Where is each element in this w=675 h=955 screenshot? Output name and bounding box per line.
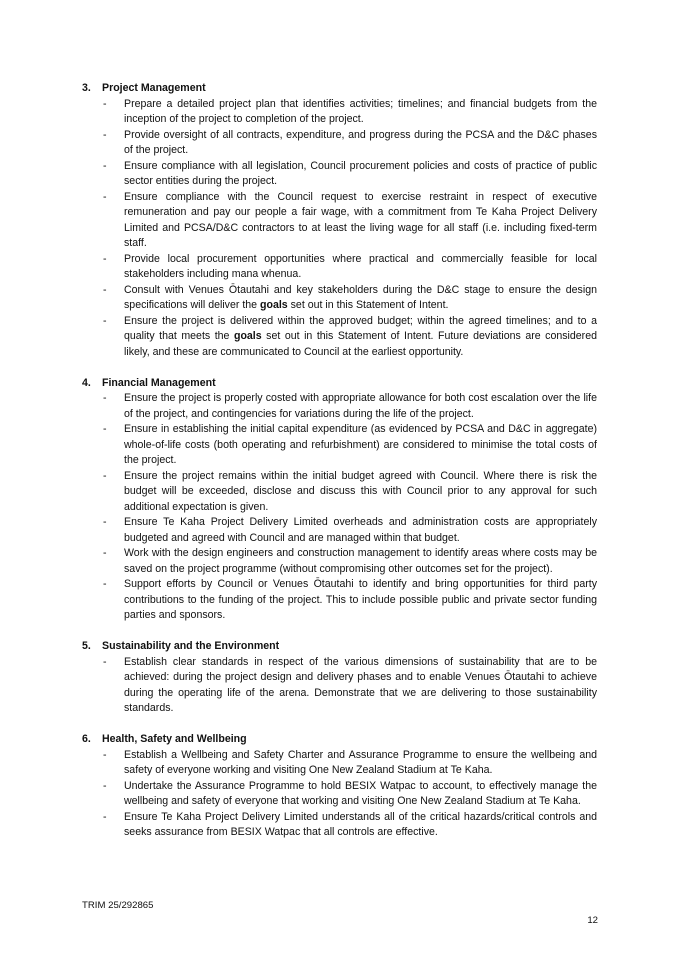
- bullet-text: [124, 252, 597, 283]
- bullet-dash: -: [103, 423, 107, 435]
- section-title: Project Management: [102, 82, 206, 94]
- bullet-dash: -: [103, 283, 107, 296]
- bullet-dash: -: [103, 159, 107, 172]
- list-item: [82, 515, 597, 546]
- bullet-dash: -: [103, 128, 107, 141]
- list-item: [82, 469, 597, 516]
- bullet-text: [124, 779, 597, 810]
- bullet-text: [124, 748, 597, 779]
- bullet-text: [124, 159, 597, 190]
- bullet-text: [124, 422, 597, 469]
- list-item: [82, 810, 597, 841]
- list-item: [82, 159, 597, 190]
- section: [82, 639, 597, 717]
- text-run: Consult with Venues Ōtautahi and key stakeholders during the D&C stage to ensure the design specifications will deliver the: [124, 283, 597, 311]
- bullet-list: [82, 748, 597, 841]
- list-item: [82, 283, 597, 314]
- bullet-text: [124, 469, 597, 516]
- text-run: set out in this Statement of Intent. Future deviations are considered likely, and these are communicated to Council at the earliest opportunity.: [124, 330, 597, 358]
- text-run: Prepare a detailed project plan that identifies activities; timelines; and financial budgets from the inception of the project to completion of the project.: [124, 97, 597, 125]
- document-body: [82, 81, 597, 856]
- text-run: Ensure Te Kaha Project Delivery Limited overheads and administration costs are appropriately budgeted and agreed with Council and are managed within that budget.: [124, 516, 597, 544]
- text-run: Ensure the project is delivered within the approved budget; within the agreed timelines; and to a quality that meets the: [124, 314, 597, 342]
- list-item: [82, 546, 597, 577]
- bullet-text: [124, 283, 597, 314]
- bullet-text: [124, 810, 597, 841]
- bullet-text: [124, 577, 597, 624]
- text-run: Provide local procurement opportunities where practical and commercially feasible for local stakeholders including mana whenua.: [124, 252, 597, 280]
- text-run: Ensure compliance with the Council request to exercise restraint in respect of executive remuneration and pay our people a fair wage, with a commitment from Te Kaha Project Delivery Limited and PCSA/D&C contractors to at least the living wage for all staff (i.e. including fixed-term staff.: [124, 190, 597, 249]
- section-title: Sustainability and the Environment: [102, 640, 280, 652]
- section-heading: [82, 732, 597, 748]
- bullet-dash: -: [103, 469, 107, 482]
- bullet-text: [124, 546, 597, 577]
- bullet-dash: -: [103, 655, 107, 668]
- text-run: Ensure in establishing the initial capital expenditure (as evidenced by PCSA and D&C in aggregate) whole-of-life costs (both operating and refurbishment) are considered to minimise the total costs of the project.: [124, 423, 597, 466]
- bullet-text: [124, 314, 597, 361]
- section-number: 6.: [82, 733, 91, 745]
- section: [82, 81, 597, 360]
- section: [82, 376, 597, 624]
- section-title: Financial Management: [102, 376, 216, 389]
- emphasis-text: goals: [233, 330, 262, 342]
- bullet-text: [124, 128, 597, 159]
- bullet-dash: -: [103, 748, 107, 761]
- section-number: 3.: [82, 82, 91, 94]
- text-run: Ensure the project is properly costed with appropriate allowance for both cost escalation over the life of the project, and contingencies for variations during the life of the project.: [124, 392, 597, 420]
- list-item: [82, 190, 597, 252]
- list-item: [82, 128, 597, 159]
- bullet-dash: -: [103, 578, 107, 590]
- list-item: [82, 252, 597, 283]
- bullet-text: [124, 515, 597, 546]
- bullet-text: [124, 190, 597, 252]
- bullet-dash: -: [103, 547, 107, 559]
- section-title: Health, Safety and Wellbeing: [102, 733, 247, 745]
- bullet-text: [124, 655, 597, 717]
- bullet-dash: -: [103, 779, 107, 792]
- section-heading: [82, 376, 597, 392]
- bullet-dash: -: [103, 97, 107, 110]
- text-run: Work with the design engineers and construction management to identify areas where costs may be saved on the project programme (without compromising other outcomes set for the project).: [124, 547, 597, 575]
- text-run: Provide oversight of all contracts, expenditure, and progress during the PCSA and the D&C phases of the project.: [124, 128, 597, 156]
- text-run: Ensure compliance with all legislation, Council procurement policies and costs of practice of public sector entities during the project.: [124, 159, 597, 187]
- section: [82, 732, 597, 841]
- list-item: [82, 391, 597, 422]
- bullet-dash: -: [103, 392, 107, 404]
- text-run: set out in this Statement of Intent.: [287, 299, 449, 311]
- list-item: [82, 422, 597, 469]
- section-heading: [82, 639, 597, 655]
- section-number: 5.: [82, 640, 91, 652]
- trim-reference: TRIM 25/292865: [82, 900, 154, 911]
- bullet-dash: -: [103, 252, 107, 265]
- list-item: [82, 779, 597, 810]
- bullet-dash: -: [103, 810, 107, 823]
- bullet-list: [82, 391, 597, 624]
- text-run: Ensure Te Kaha Project Delivery Limited understands all of the critical hazards/critical controls and seeks assurance from BESIX Watpac that all controls are effective.: [124, 810, 597, 838]
- text-run: Establish a Wellbeing and Safety Charter and Assurance Programme to ensure the wellbeing and safety of everyone working and visiting One New Zealand Stadium at Te Kaha.: [124, 748, 597, 776]
- bullet-dash: -: [103, 516, 107, 528]
- text-run: Support efforts by Council or Venues Ōtautahi to identify and bring opportunities for third party contributions to the funding of the project. This to include possible public and private sector funding parties and sponsors.: [124, 578, 597, 621]
- section-number: 4.: [82, 376, 91, 389]
- emphasis-text: goals: [260, 299, 288, 311]
- list-item: [82, 314, 597, 361]
- text-run: Ensure the project remains within the initial budget agreed with Council. Where there is risk the budget will be exceeded, disclose and discuss this with Council prior to any approval for such additional expectation is given.: [124, 469, 597, 513]
- text-run: Establish clear standards in respect of the various dimensions of sustainability that are to be achieved: during the project design and delivery phases and to enable Venues Ōtautahi to achieve during the operating life of the arena. Demonstrate that we are delivering to those sustainability standards.: [124, 655, 597, 714]
- bullet-list: [82, 97, 597, 361]
- list-item: [82, 97, 597, 128]
- page-number: 12: [587, 915, 598, 926]
- list-item: [82, 748, 597, 779]
- bullet-dash: -: [103, 190, 107, 203]
- bullet-text: [124, 97, 597, 128]
- bullet-list: [82, 655, 597, 717]
- list-item: [82, 577, 597, 624]
- list-item: [82, 655, 597, 717]
- text-run: Undertake the Assurance Programme to hold BESIX Watpac to account, to effectively manage the wellbeing and safety of everyone that working and visiting One New Zealand Stadium at Te Kaha.: [124, 779, 597, 807]
- bullet-dash: -: [103, 314, 107, 327]
- section-heading: [82, 81, 597, 97]
- bullet-text: [124, 391, 597, 422]
